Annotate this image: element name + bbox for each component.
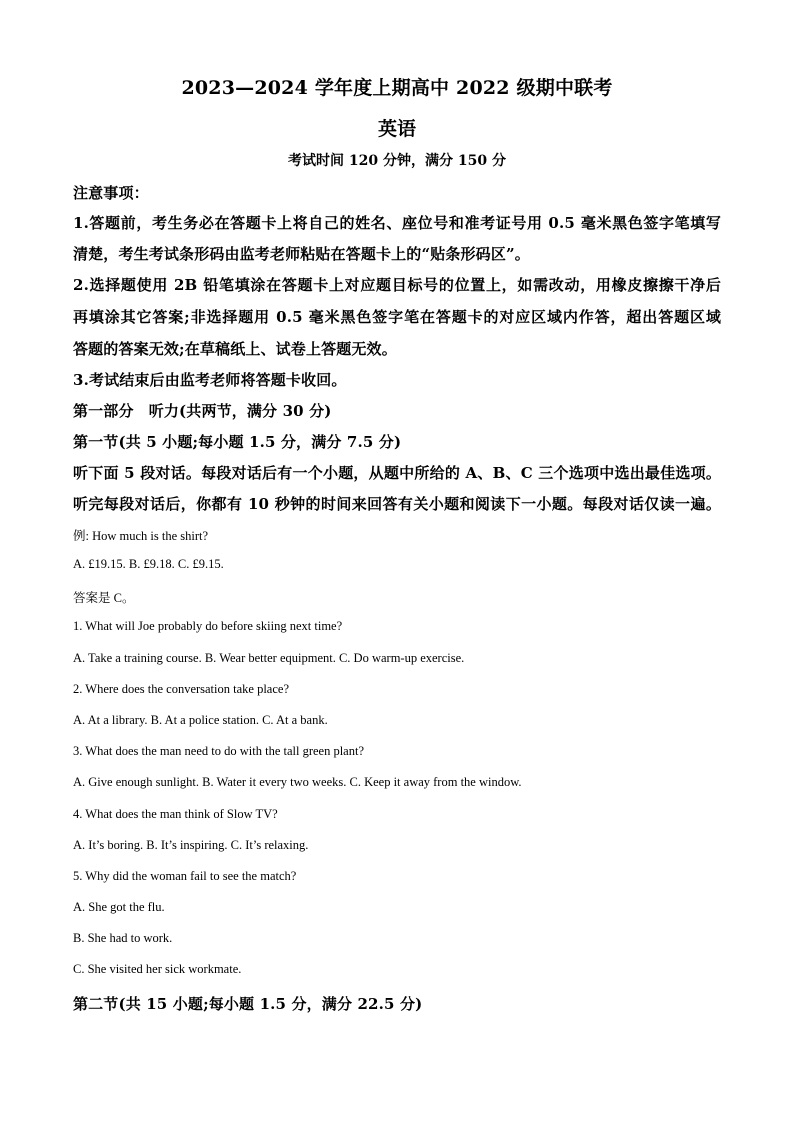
example-answer: 答案是 C。 xyxy=(73,591,135,605)
question-5-option-b: B. She had to work. xyxy=(73,931,173,945)
exam-time-note: 考试时间 120 分钟，满分 150 分 xyxy=(288,153,506,169)
notice-item-2-line-2: 再填涂其它答案;非选择题用 0.5 毫米黑色签字笔在答题卡的对应区域内作答，超出答题区域 xyxy=(73,308,721,326)
question-5-option-c: C. She visited her sick workmate. xyxy=(73,962,242,976)
part-1-heading: 第一部分 听力(共两节，满分 30 分) xyxy=(73,402,332,420)
notice-item-2-line-1: 2.选择题使用 2B 铅笔填涂在答题卡上对应题目标号的位置上，如需改动，用橡皮擦擦干净后 xyxy=(73,276,721,294)
question-4-options: A. It’s boring. B. It’s inspiring. C. It’s relaxing. xyxy=(73,838,309,852)
instructions-line-1: 听下面 5 段对话。每段对话后有一个小题，从题中所给的 A、B、C 三个选项中选出最佳选项。 xyxy=(73,464,721,482)
notice-item-3: 3.考试结束后由监考老师将答题卡收回。 xyxy=(73,371,347,389)
question-3-options: A. Give enough sunlight. B. Water it every two weeks. C. Keep it away from the window. xyxy=(73,775,522,789)
subject-title: 英语 xyxy=(377,118,416,140)
question-3: 3. What does the man need to do with the tall green plant? xyxy=(73,744,365,758)
question-1: 1. What will Joe probably do before skiing next time? xyxy=(73,619,343,633)
question-5: 5. Why did the woman fail to see the match? xyxy=(73,869,297,883)
question-2: 2. Where does the conversation take place? xyxy=(73,682,289,696)
question-4: 4. What does the man think of Slow TV? xyxy=(73,807,278,821)
notice-heading: 注意事项： xyxy=(73,184,149,202)
notice-item-2-line-3: 答题的答案无效;在草稿纸上、试卷上答题无效。 xyxy=(73,340,397,358)
instructions-line-2: 听完每段对话后，你都有 10 秒钟的时间来回答有关小题和阅读下一小题。每段对话仅读一遍。 xyxy=(73,495,721,513)
question-5-option-a: A. She got the flu. xyxy=(73,900,165,914)
exam-title: 2023—2024 学年度上期高中 2022 级期中联考 xyxy=(181,77,613,99)
notice-item-1-line-1: 1.答题前，考生务必在答题卡上将自己的姓名、座位号和准考证号用 0.5 毫米黑色签字笔填写 xyxy=(73,214,721,232)
example-options: A. £19.15. B. £9.18. C. £9.15. xyxy=(73,557,224,571)
section-1-heading: 第一节(共 5 小题;每小题 1.5 分，满分 7.5 分) xyxy=(73,433,402,451)
question-2-options: A. At a library. B. At a police station. C. At a bank. xyxy=(73,713,328,727)
question-1-options: A. Take a training course. B. Wear better equipment. C. Do warm-up exercise. xyxy=(73,651,465,665)
example-question: 例: How much is the shirt? xyxy=(73,529,209,543)
section-2-heading: 第二节(共 15 小题;每小题 1.5 分，满分 22.5 分) xyxy=(73,995,423,1013)
notice-item-1-line-2: 清楚，考生考试条形码由监考老师粘贴在答题卡上的“贴条形码区”。 xyxy=(73,245,530,263)
